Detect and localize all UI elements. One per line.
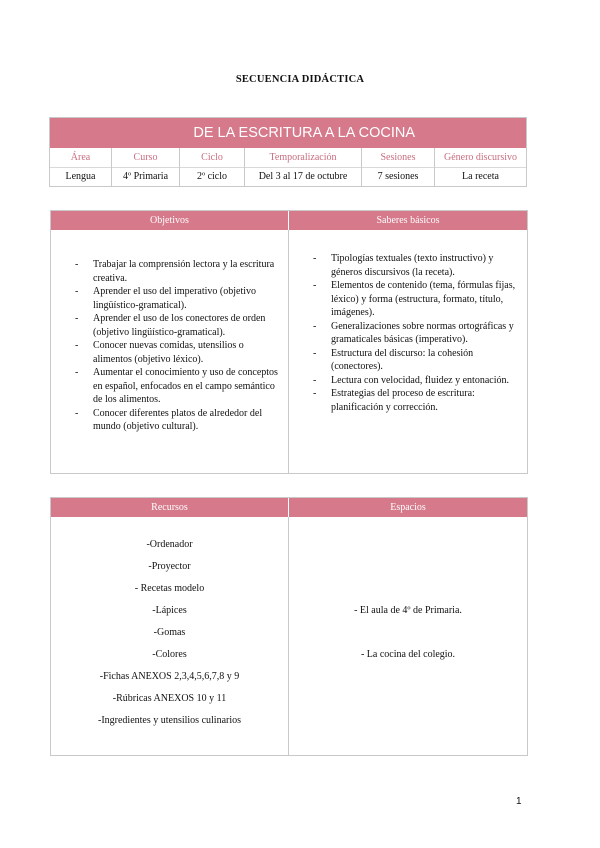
objetivos-list [51,230,288,434]
list-item: - Tipologías textuales (texto instructivo) y géneros discursivos (la receta). [289,252,527,279]
list-item: -Gomas [153,627,186,638]
page-number: 1 [516,796,522,807]
list-item: - Conocer diferentes platos de alrededor del mundo (objetivo cultural). [51,407,288,434]
espacios-heading: Espacios [390,502,426,513]
objetivos-saberes-table [50,210,528,474]
meta-label: Temporalización [245,148,361,168]
meta-sesiones [362,148,435,186]
meta-label: Género discursivo [435,148,526,168]
list-item: -Rúbricas ANEXOS 10 y 11 [112,693,227,704]
list-item: - La cocina del colegio. [360,649,456,660]
meta-temporalizacion [245,148,362,186]
list-item: - Trabajar la comprensión lectora y la escritura creativa. [51,258,288,285]
list-item: -Ingredientes y utensilios culinarios [97,715,242,726]
objetivos-column [51,230,289,473]
unit-title-banner: DE LA ESCRITURA A LA COCINA [50,118,435,148]
list-item: - Aprender el uso de los conectores de orden (objetivo lingüístico-gramatical). [51,312,288,339]
meta-genero [435,148,526,186]
meta-label: Área [50,148,111,168]
meta-label: Ciclo [180,148,244,168]
saberes-list [289,230,527,414]
objetivos-heading: Objetivos [51,211,289,230]
list-item: - Aprender el uso del imperativo (objetivo lingüístico-gramatical). [51,285,288,312]
table-body [51,230,527,473]
meta-label: Sesiones [362,148,434,168]
meta-area [50,148,112,186]
list-item: - El aula de 4º de Primaria. [354,605,462,616]
list-item: -Fichas ANEXOS 2,3,4,5,6,7,8 y 9 [99,671,240,682]
list-item: -Ordenador [146,539,193,550]
table-body [51,517,527,755]
list-item: -Colores [152,649,187,660]
meta-ciclo [180,148,245,186]
meta-value: La receta [462,171,499,182]
meta-curso [112,148,180,186]
recursos-heading: Recursos [51,498,289,517]
meta-value: 7 sesiones [377,171,419,182]
list-item: -Proyector [148,561,191,572]
saberes-heading: Saberes básicos [376,215,440,226]
meta-value: Del 3 al 17 de octubre [258,171,348,182]
saberes-column [289,230,527,473]
list-item: - Estructura del discurso: la cohesión (conectores). [289,347,527,374]
document-title: SECUENCIA DIDÁCTICA [235,74,365,85]
table-header [51,211,527,230]
espacios-list [289,517,527,666]
meta-value: 2º ciclo [196,171,228,182]
spacer [289,622,527,644]
list-item: - Generalizaciones sobre normas ortográficas y gramaticales básicas (imperativo). [289,320,527,347]
meta-row [50,148,526,186]
header-table [49,117,527,187]
list-item: - Aumentar el conocimiento y uso de conceptos en español, enfocados en el campo semántico de los alimentos. [51,366,288,407]
list-item: - Recetas modelo [134,583,205,594]
recursos-espacios-table [50,497,528,756]
banner-spacer [435,118,526,148]
list-item: - Estrategias del proceso de escritura: planificación y corrección. [289,387,527,414]
meta-value: 4º Primaria [122,171,169,182]
espacios-column [289,517,527,755]
list-item: - Lectura con velocidad, fluidez y entonación. [289,374,527,388]
list-item: - Elementos de contenido (tema, fórmulas fijas, léxico) y forma (estructura, formato, título, imágenes). [289,279,527,320]
list-item: -Lápices [152,605,187,616]
table-header [51,498,527,517]
meta-value: Lengua [65,171,96,182]
list-item: - Conocer nuevas comidas, utensilios o alimentos (objetivo léxico). [51,339,288,366]
meta-label: Curso [112,148,179,168]
recursos-column [51,517,289,755]
recursos-list [51,517,288,732]
